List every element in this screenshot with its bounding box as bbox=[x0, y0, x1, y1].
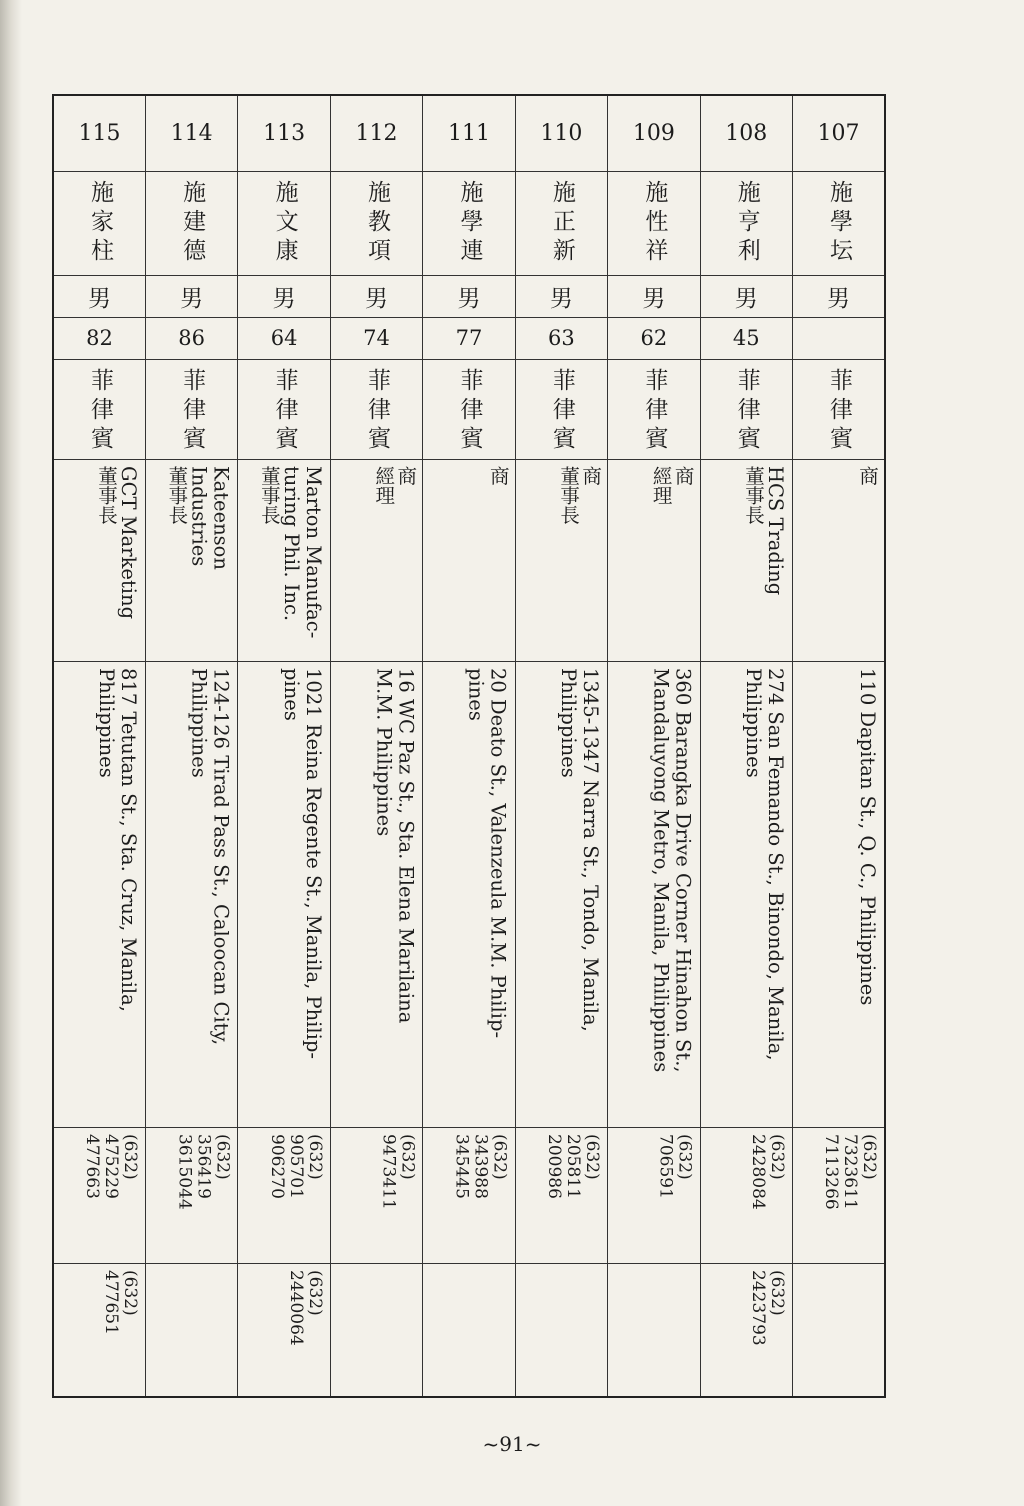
row-phone-2 bbox=[53, 1263, 885, 1397]
entry-address: 360 Barangka Drive Corner Hinahon St., Mandaluyong Metro, Manila, Philippines bbox=[649, 667, 695, 1073]
entry-nationality: 菲律賓 bbox=[179, 367, 206, 455]
entry-occupation: GCT Marketing 董事長 bbox=[94, 465, 140, 619]
entry-phone-2 bbox=[797, 1270, 878, 1391]
entry-nationality: 菲律賓 bbox=[364, 367, 391, 455]
entry-name: 施教項 bbox=[364, 179, 391, 267]
entry-address: 110 Dapitan St., Q. C., Philippines bbox=[856, 667, 879, 1005]
entry-phone-2 bbox=[427, 1270, 508, 1391]
entry-nationality: 菲律賓 bbox=[641, 367, 668, 455]
row-nationality bbox=[53, 359, 885, 459]
entry-age: 45 bbox=[732, 326, 760, 350]
entry-address: 20 Deato St., Valenzeula M.M. Philip- pines bbox=[464, 667, 510, 1038]
entry-nationality: 菲律賓 bbox=[271, 367, 298, 455]
entry-number: 109 bbox=[632, 120, 675, 146]
entry-phone: (632) 905701 906270 bbox=[266, 1133, 325, 1199]
entry-address: 817 Tetutan St., Sta. Cruz, Manila, Philippines bbox=[94, 667, 140, 1012]
entry-number: 107 bbox=[817, 120, 860, 146]
entry-number: 112 bbox=[355, 120, 398, 146]
entry-age: 86 bbox=[178, 326, 206, 350]
entry-phone-2 bbox=[612, 1270, 693, 1391]
entry-phone-2: (632) 2440064 bbox=[285, 1269, 325, 1346]
entry-phone: (632) 475229 477663 bbox=[81, 1133, 140, 1199]
entry-phone-2 bbox=[520, 1270, 601, 1391]
page-number: ~91~ bbox=[482, 1432, 542, 1456]
entry-phone: (632) 356419 3615044 bbox=[174, 1133, 233, 1210]
entry-age: 63 bbox=[548, 326, 575, 350]
entry-occupation: Kateenson Industries 董事長 bbox=[165, 465, 233, 570]
entry-address: 16 WC Paz St., Sta. Elena Marilaina M.M. Philippines bbox=[372, 667, 418, 1023]
entry-age: 82 bbox=[86, 326, 113, 350]
entry-age: 74 bbox=[363, 326, 390, 350]
entry-phone: (632) 2428084 bbox=[748, 1133, 787, 1210]
entry-nationality: 菲律賓 bbox=[456, 367, 483, 455]
entry-name: 施家柱 bbox=[86, 179, 113, 267]
entry-sex: 男 bbox=[457, 285, 481, 312]
entry-sex: 男 bbox=[827, 285, 850, 312]
entry-number: 108 bbox=[725, 120, 768, 146]
entry-name: 施文康 bbox=[271, 179, 298, 267]
row-sex bbox=[53, 275, 885, 317]
entry-age: 77 bbox=[455, 326, 483, 350]
entry-occupation: 商 bbox=[486, 465, 510, 485]
row-phone-1 bbox=[53, 1127, 885, 1263]
row-number bbox=[53, 95, 885, 171]
entry-sex: 男 bbox=[365, 285, 389, 312]
entry-name: 施建德 bbox=[179, 179, 206, 267]
entry-phone: (632) 9473411 bbox=[378, 1133, 418, 1210]
entry-number: 113 bbox=[263, 120, 306, 146]
entry-age: 62 bbox=[640, 326, 668, 350]
entry-phone-2: (632) 2423793 bbox=[748, 1269, 787, 1346]
entry-phone-2 bbox=[150, 1270, 231, 1391]
row-name bbox=[53, 171, 885, 275]
entry-number: 114 bbox=[170, 120, 213, 146]
entry-phone-2: (632) 477651 bbox=[100, 1269, 140, 1335]
entry-address: 1345-1347 Narra St., Tondo, Manila, Philippines bbox=[557, 667, 603, 1032]
registry-table bbox=[52, 94, 886, 1398]
row-occupation bbox=[53, 459, 885, 661]
entry-nationality: 菲律賓 bbox=[86, 367, 113, 455]
entry-occupation: 商 經理 bbox=[372, 465, 418, 505]
entry-name: 施亨利 bbox=[733, 179, 760, 267]
entry-sex: 男 bbox=[87, 285, 111, 312]
entry-name: 施正新 bbox=[548, 179, 575, 267]
book-spine-shadow bbox=[0, 0, 22, 1506]
entry-name: 施學坛 bbox=[826, 179, 852, 267]
entry-name: 施性祥 bbox=[641, 179, 668, 267]
entry-sex: 男 bbox=[272, 285, 296, 312]
entry-phone-2 bbox=[335, 1270, 416, 1391]
entry-sex: 男 bbox=[642, 285, 666, 312]
entry-address: 124-126 Tirad Pass St., Caloocan City, Philippines bbox=[187, 667, 233, 1045]
entry-sex: 男 bbox=[734, 285, 758, 312]
entry-phone: (632) 343988 345445 bbox=[451, 1133, 510, 1199]
entry-nationality: 菲律賓 bbox=[548, 367, 575, 455]
entry-phone: (632) 205811 200986 bbox=[544, 1133, 603, 1199]
entry-occupation: 商 董事長 bbox=[557, 465, 603, 524]
entry-address: 274 San Femando St., Binondo, Manila, Philippines bbox=[742, 667, 787, 1061]
entry-nationality: 菲律賓 bbox=[826, 367, 852, 455]
entry-number: 115 bbox=[78, 120, 121, 146]
entry-name: 施學連 bbox=[456, 179, 483, 267]
entry-occupation: 商 bbox=[856, 465, 879, 485]
entry-sex: 男 bbox=[180, 285, 204, 312]
entry-occupation: HCS Trading 董事長 bbox=[742, 465, 787, 595]
entry-phone: (632) 7323611 7113266 bbox=[821, 1133, 879, 1210]
entry-address: 1021 Reina Regente St., Manila, Philip- pines bbox=[279, 667, 325, 1059]
entry-nationality: 菲律賓 bbox=[733, 367, 760, 455]
entry-age: 64 bbox=[270, 326, 298, 350]
entry-number: 111 bbox=[447, 120, 490, 146]
row-address bbox=[53, 661, 885, 1127]
entry-sex: 男 bbox=[549, 285, 573, 312]
row-age bbox=[53, 317, 885, 359]
entry-phone: (632) 706591 bbox=[655, 1133, 695, 1199]
entry-occupation: Marton Manufac- turing Phil. Inc. 董事長 bbox=[257, 465, 325, 638]
entry-number: 110 bbox=[540, 120, 583, 146]
entry-occupation: 商 經理 bbox=[649, 465, 695, 505]
